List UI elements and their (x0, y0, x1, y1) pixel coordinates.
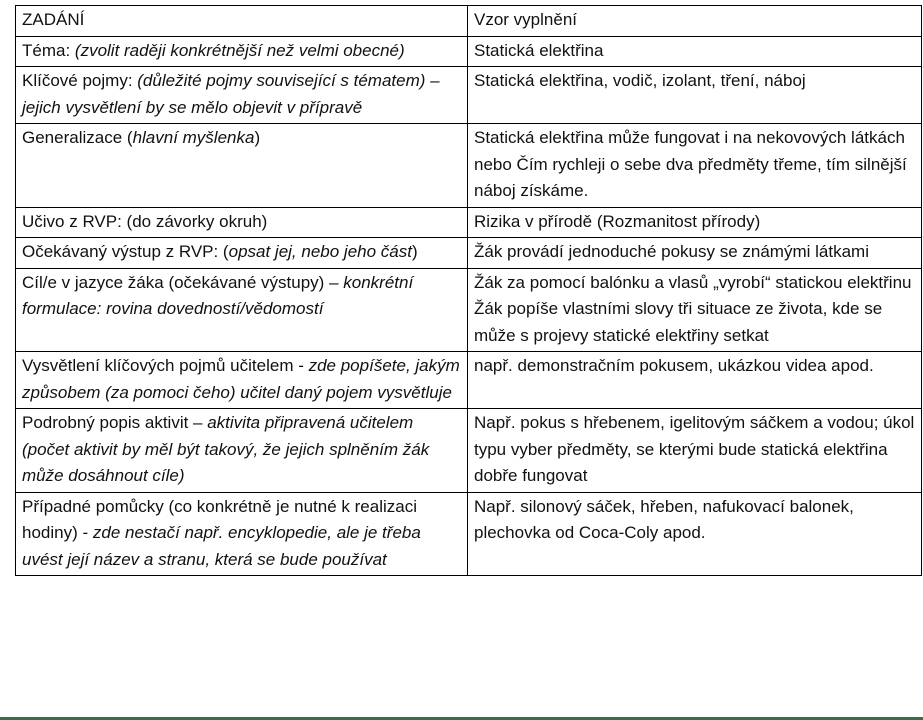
zadani-cell (16, 67, 468, 124)
vzor-cell (468, 352, 922, 409)
table-row (16, 238, 922, 269)
table-row (16, 36, 922, 67)
vzor-cell (468, 238, 922, 269)
field-label: Vysvětlení klíčových pojmů učitelem - (22, 356, 309, 375)
example-text: Např. pokus s hřebenem, igelitovým sáčkem a vodou; úkol typu vyber předměty, se kterými bude statická elektřina dobře fungovat (474, 413, 915, 485)
example-text: Statická elektřina (474, 40, 604, 60)
table-row (16, 492, 922, 576)
example-text: Rizika v přírodě (Rozmanitost přírody) (474, 211, 761, 231)
zadani-cell (16, 124, 468, 208)
instruction-note: aktivita připravená učitelem (počet aktivit by měl být takový, že jejich splněním žák může dosáhnout cíle) (22, 413, 430, 485)
instruction-note: (zvolit raději konkrétnější než velmi obecné) (74, 40, 405, 60)
example-text: např. demonstračním pokusem, ukázkou videa apod. (474, 356, 874, 375)
vzor-cell (468, 36, 922, 67)
zadani-cell (16, 352, 468, 409)
table-header-row (16, 6, 922, 37)
instruction-note: hlavní myšlenka (132, 128, 255, 147)
table-row (16, 352, 922, 409)
zadani-cell (16, 36, 468, 67)
example-text: Žák za pomocí balónku a vlasů „vyrobí“ statickou elektřinu (474, 272, 912, 292)
vzor-cell (468, 492, 922, 576)
field-label: Téma: (22, 40, 75, 60)
field-label: ) (411, 242, 418, 261)
table-row (16, 268, 922, 352)
header-vzor-vyplneni: Vzor vyplnění (468, 6, 922, 37)
assignment-table (15, 5, 922, 576)
instruction-note: konkrétní formulace: rovina dovedností/vědomostí (22, 272, 414, 318)
field-label: Učivo z RVP: (do závorky okruh) (22, 211, 268, 231)
table-row (16, 124, 922, 208)
instruction-note: (důležité pojmy související s tématem) – jejich vysvětlení by se mělo objevit v přípravě (22, 71, 440, 117)
field-label: Podrobný popis aktivit – (22, 413, 208, 432)
table-row (16, 207, 922, 238)
table-row (16, 67, 922, 124)
header-zadani: ZADÁNÍ (16, 6, 468, 37)
example-text: Statická elektřina může fungovat i na nekovových látkách nebo Čím rychleji o sebe dva předměty třeme, tím silnější náboj získáme. (474, 128, 907, 200)
zadani-cell (16, 492, 468, 576)
field-label: Klíčové pojmy: (22, 71, 138, 90)
vzor-cell (468, 409, 922, 493)
field-label: Generalizace ( (22, 128, 133, 147)
zadani-cell (16, 207, 468, 238)
instruction-note: zde popíšete, jakým způsobem (za pomoci čeho) učitel daný pojem vysvětluje (22, 356, 460, 402)
example-text: Žák popíše vlastními slovy tři situace ze života, kde se může s projevy statické elektřiny setkat (474, 299, 883, 345)
vzor-cell (468, 124, 922, 208)
vzor-cell (468, 67, 922, 124)
field-label: Očekávaný výstup z RVP: ( (22, 242, 229, 261)
field-label: Případné pomůcky (co konkrétně je nutné k realizaci hodiny) - (22, 496, 417, 542)
vzor-cell (468, 268, 922, 352)
field-label: Cíl/e v jazyce žáka (očekávané výstupy) – (22, 272, 344, 292)
zadani-cell (16, 238, 468, 269)
example-text: Žák provádí jednoduché pokusy se známými látkami (474, 242, 869, 261)
example-text: Statická elektřina, vodič, izolant, tření, náboj (474, 71, 806, 90)
instruction-note: opsat jej, nebo jeho část (228, 242, 412, 261)
field-label: ) (254, 128, 261, 147)
zadani-cell (16, 268, 468, 352)
example-text: Např. silonový sáček, hřeben, nafukovací balonek, plechovka od Coca-Coly apod. (474, 496, 854, 542)
table-row (16, 409, 922, 493)
zadani-cell (16, 409, 468, 493)
instruction-note: zde nestačí např. encyklopedie, ale je třeba uvést její název a stranu, která se bude používat (22, 523, 421, 569)
vzor-cell (468, 207, 922, 238)
